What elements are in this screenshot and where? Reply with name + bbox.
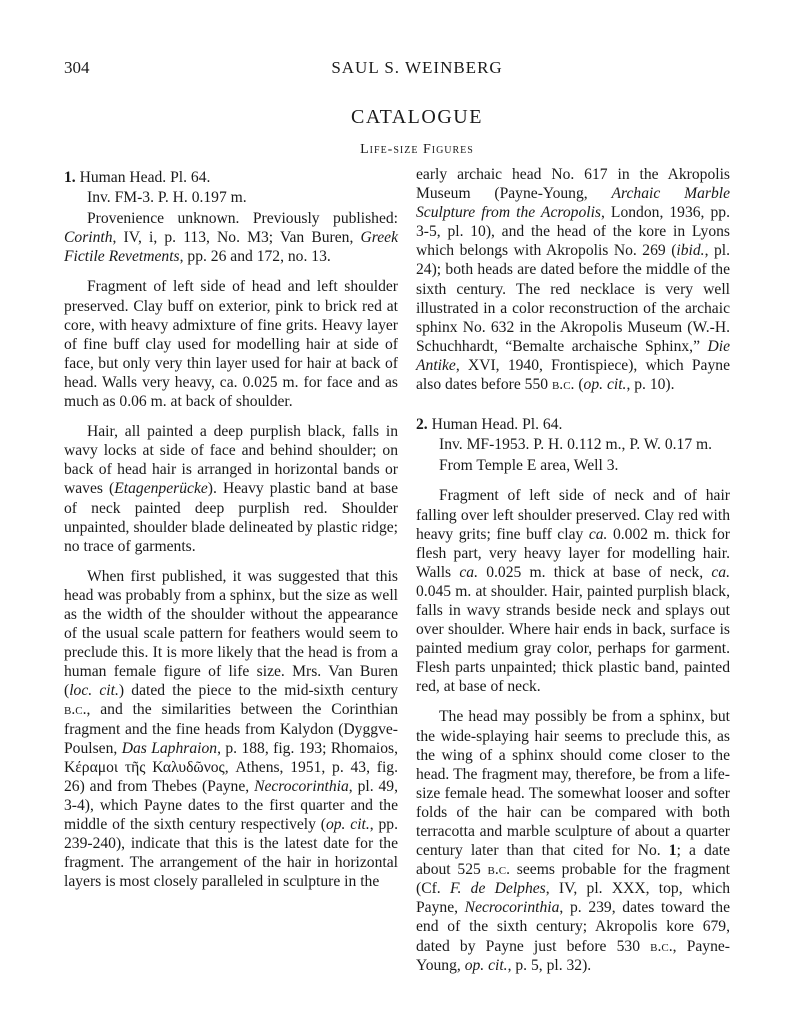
entry-2-inventory: Inv. MF-1953. P. H. 0.112 m., P. W. 0.17 m.: [439, 436, 713, 454]
entry-2-discussion: The head may possibly be from a sphinx, but the wide-splaying hair seems to preclude this, as the wing of a sphinx should come closer to the head. The fragment may, therefore, be from a life-size female head. The somewhat looser and softer folds of the hair can be compared with both terracotta and marble sculpture of about a quarter century later than that cited for No. 1; a date about 525 b.c. seems probable for the fragment (Cf. F. de Delphes, IV, pl. XXX, top, which Payne, Necrocorinthia, p. 239, dates toward the end of the sixth century; Akropolis kore 679, dated by Payne just before 530 b.c., Payne-Young, op. cit., p. 5, pl. 32).: [416, 708, 731, 974]
entry-1-heading: [64, 168, 398, 187]
entry-2-description: Fragment of left side of neck and of hair falling over left shoulder preserved. Clay red with heavy grits; fine buff clay ca. 0.002 m. thick for flesh part, very heavy layer for modelling hair. Walls ca. 0.025 m. thick at base of neck, ca. 0.045 m. at shoulder. Hair, painted purplish black, falls in wavy strands beside neck and splays out over shoulder. Where hair ends in back, surface is painted medium gray color, perhaps for garment. Flesh parts unpainted; thick plastic band, painted red, at base of neck.: [416, 487, 730, 696]
entry-1-discussion: When first published, it was suggested that this head was probably from a sphinx, but the size as well as the width of the shoulder without the appearance of the usual scale pattern for feathers would seem to preclude this. It is more likely that the head is from a human female figure of life size. Mrs. Van Buren (loc. cit.) dated the piece to the mid-sixth century b.c., and the similarities between the Corinthian fragment and the fine heads from Kalydon (Dyggve-Poulsen, Das Laphraion, p. 188, fig. 193; Rhomaios, Κέραμοι τῆς Καλυδῶνος, Athens, 1951, p. 43, fig. 26) and from Thebes (Payne, Necrocorinthia, pl. 49, 3-4), which Payne dates to the first quarter and the middle of the sixth century respectively (op. cit., pp. 239-240), indicate that this is the latest date for the fragment. The arrangement of the hair in horizontal layers is most closely paralleled in sculpture in the: [64, 567, 398, 891]
left-column: [64, 168, 398, 902]
entry-2-heading: [416, 415, 730, 434]
entry-2-number: 2.: [416, 416, 428, 434]
entry-2-findspot: From Temple E area, Well 3.: [439, 457, 619, 475]
page-number: 304: [64, 58, 90, 77]
entry-1-inventory: Inv. FM-3. P. H. 0.197 m.: [87, 189, 247, 207]
entry-1-title: Human Head. Pl. 64.: [75, 169, 211, 186]
subsection-title: Life-size Figures: [360, 142, 474, 157]
entry-1-continuation: early archaic head No. 617 in the Akropolis Museum (Payne-Young, Archaic Marble Sculpture from the Acropolis, London, 1936, pp. 3-5, pl. 10), and the head of the kore in Lyons which belongs with Akropolis No. 269 (ibid., pl. 24); both heads are dated before the middle of the sixth century. The red necklace is very well illustrated in a color reconstruction of the archaic sphinx No. 632 in the Akropolis Museum (W.-H. Schuchhardt, “Bemalte archaische Sphinx,” Die Antike, XVI, 1940, Frontispiece), which Payne also dates before 550 b.c. (op. cit., p. 10).: [416, 166, 731, 394]
entry-1-hair: Hair, all painted a deep purplish black, falls in wavy locks at side of face and behind shoulder; on back of head hair is arranged in horizontal bands or waves (Etagenperücke). Heavy plastic band at base of neck painted deep purplish red. Shoulder unpainted, shoulder blade delineated by plastic ridge; no trace of garments.: [64, 423, 399, 555]
entry-1-description: Fragment of left side of head and left shoulder preserved. Clay buff on exterior, pink to brick red at core, with heavy admixture of fine grits. Heavy layer of fine buff clay used for modelling hair at side of face, but only very thin layer used for hair at back of head. Walls very heavy, ca. 0.025 m. for face and as much as 0.06 m. at back of shoulder.: [64, 278, 398, 411]
entry-1-number: 1.: [64, 169, 76, 186]
right-column: [416, 165, 730, 986]
entry-2-title: Human Head. Pl. 64.: [427, 416, 563, 434]
running-head: SAUL S. WEINBERG: [331, 58, 503, 77]
section-title: CATALOGUE: [351, 106, 483, 128]
entry-1-provenience: Provenience unknown. Previously published: Corinth, IV, i, p. 113, No. M3; Van Buren, Greek Fictile Revetments, pp. 26 and 172, no. 13.: [64, 210, 398, 266]
